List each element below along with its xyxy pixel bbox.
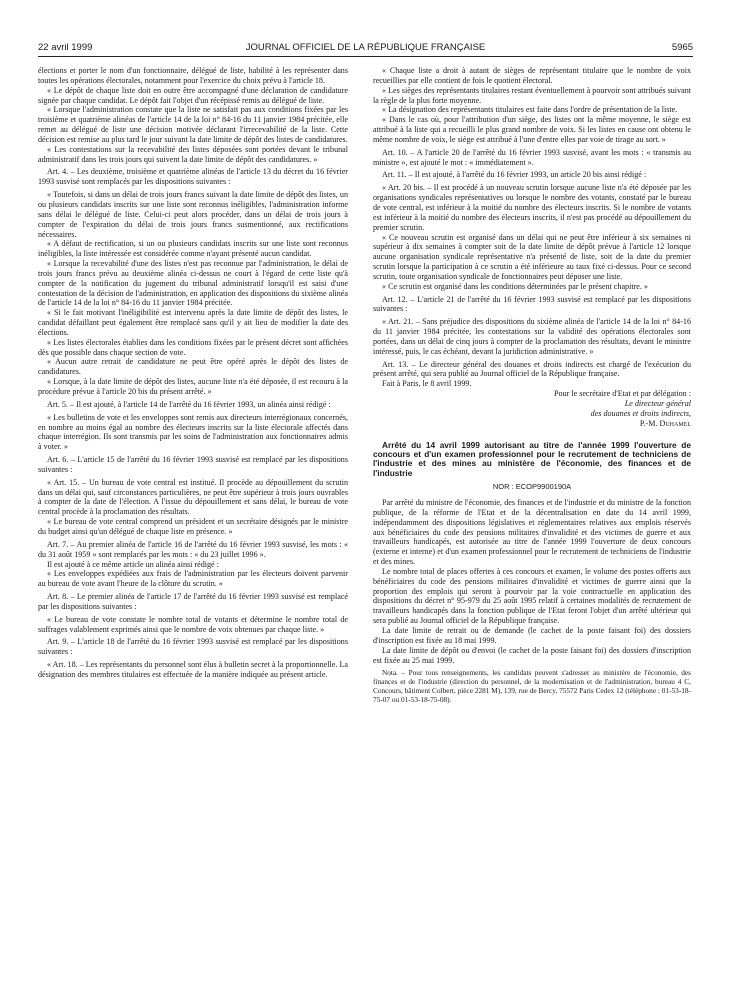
paragraph: Il est ajouté à ce même article un alinéa ainsi rédigé : [47, 559, 219, 569]
paragraph: « A défaut de rectification, si un ou plusieurs candidats inscrits sur une liste sont reconnus inéligibles, la liste intéressée est considérée comme n'ayant présenté aucun candidat. [38, 239, 348, 259]
header-rule [38, 56, 693, 57]
paragraph: « La désignation des représentants titulaires est faite dans l'ordre de présentation de la liste. [382, 105, 678, 115]
header-journal-title: JOURNAL OFFICIEL DE LA RÉPUBLIQUE FRANÇAISE [245, 42, 486, 53]
paragraph: « Art. 20 bis. – Il est procédé à un nouveau scrutin lorsque aucune liste n'a été déposée par les organisations syndicales représentatives ou lorsque le nombre des votants, constaté par le bureau de vote central, est inférieur à la moitié du nombre des électeurs inscrits. Si le nombre de votants est inférieur à la moitié du nombre des électeurs inscrits, il n'est pas procédé au dépouillement du premier scrutin. [373, 183, 691, 232]
paragraph: La date limite de retrait ou de demande (le cachet de la poste faisant foi) des dossiers d'inscription est fixée au 18 mai 1999. [373, 625, 691, 645]
article-paragraph: Art. 5. – Il est ajouté, à l'article 14 de l'arrêté du 16 février 1993, un alinéa ainsi rédigé : [47, 399, 331, 409]
article-paragraph: Art. 11. – Il est ajouté, à l'arrêté du 16 février 1993, un article 20 bis ainsi rédigé : [382, 170, 647, 180]
paragraph: « Ce nouveau scrutin est organisé dans un délai qui ne peut être inférieur à six semaines ni supérieur à dix semaines à compter soit de la date limite de dépôt prévue à l'article 12 lorsque aucune organisation syndicale représentative n'a présenté de liste, soit de la date du premier scrutin lorsque la participation à ce scrutin a été inférieure au taux fixé ci-dessus. Pour ce second scrutin, toute organisation syndicale de fonctionnaires peut déposer une liste. [373, 232, 691, 281]
article-paragraph: Art. 7. – Au premier alinéa de l'article 16 de l'arrêté du 16 février 1993 susvisé, les mots : « du 31 août 1959 » sont remplacés par les mots : « du 23 juillet 1996 ». [38, 539, 348, 559]
paragraph: « Les contestations sur la recevabilité des listes déposées sont portées devant le tribunal administratif dans les trois jours qui suivent la date limite de dépôt des candidatures. » [38, 144, 348, 164]
nor-reference: NOR : ECOP9900190A [492, 482, 572, 492]
article-paragraph: Art. 6. – L'article 15 de l'arrêté du 16 février 1993 susvisé est remplacé par les dispositions suivantes : [38, 455, 348, 474]
right-column [373, 66, 691, 984]
paragraph: La date limite de dépôt ou d'envoi (le cachet de la poste faisant foi) des dossiers d'inscription est fixée au 25 mai 1999. [373, 645, 691, 665]
paragraph: Le nombre total de places offertes à ces concours et examen, le volume des postes offerts aux bénéficiaires du code des pensions militaires d'invalidité et victimes de guerre ainsi que la proportion des emplois qui seront à pourvoir par la voie contractuelle en application des dispositions du décret n° 95-979 du 25 août 1995 relatif à certaines modalités de recrutement de travailleurs handicapés dans la fonction publique de l'Etat feront l'objet d'un arrêté ultérieur qui sera publié au Journal officiel de la République française. [373, 566, 691, 626]
signature-title-1: Le directeur général [624, 399, 691, 408]
paragraph: « Le dépôt de chaque liste doit en outre être accompagné d'une déclaration de candidature signée par chaque candidat. Le dépôt fait l'objet d'un récépissé remis au délégué de liste. [38, 85, 348, 105]
signature-place-date: Fait à Paris, le 8 avril 1999. [382, 379, 472, 389]
paragraph: « Aucun autre retrait de candidature ne peut être opéré après le dépôt des listes de candidatures. [38, 357, 348, 377]
paragraph: « Le bureau de vote central comprend un président et un secrétaire désignés par le ministre du budget ainsi qu'un délégué de chaque liste en présence. » [38, 517, 348, 536]
paragraph: « Lorsque, à la date limite de dépôt des listes, aucune liste n'a été déposée, il est recouru à la procédure prévue à l'article 20 bis du présent arrêté. » [38, 377, 348, 396]
article-paragraph: Art. 13. – Le directeur général des douanes et droits indirects est chargé de l'exécution du présent arrêté, qui sera publié au Journal officiel de la République française. [373, 359, 691, 379]
nota-note: Nota. – Pour tous renseignements, les candidats peuvent s'adresser au ministère de l'économie, des finances et de l'industrie (direction du personnel, de la modernisation et de l'administration, bureau 4 C, Concours, bâtiment Colbert, pièce 2281 M), 139, rue de Bercy, 75572 Paris Cedex 12 (téléphone : 01-53-18-75-07 ou 01-53-18-75-08). [373, 668, 691, 705]
paragraph: « Les listes électorales établies dans les conditions fixées par le présent décret sont affichées dès que possible dans chaque section de vote. [38, 337, 348, 357]
page-header [38, 42, 693, 56]
paragraph: « Toutefois, si dans un délai de trois jours francs suivant la date limite de dépôt des listes, un ou plusieurs candidats inscrits sur une liste sont reconnus inéligibles, l'administration informe sans délai le délégué de liste. Celui-ci peut alors procéder, dans un délai de trois jours à compter de l'expiration du délai de trois jours francs susmentionné, aux rectifications nécessaires. [38, 190, 348, 239]
paragraph: « Ce scrutin est organisé dans les conditions déterminées par le présent chapitre. » [382, 281, 648, 291]
paragraph: élections et porter le nom d'un fonctionnaire, délégué de liste, habilité à les représenter dans toutes les opérations électorales, notamment pour l'exercice du choix prévu à l'article 18. [38, 66, 348, 85]
signature-name: P.-M. Duhamel [639, 418, 691, 428]
paragraph: « Lorsque la recevabilité d'une des listes n'est pas reconnue par l'administration, le délai de trois jours francs prévu au deuxième alinéa ci-dessus ne court à l'égard de cette liste qu'à compter de la notification du jugement du tribunal administratif lorsqu'il est saisi d'une contestation de la décision de l'administration, en application des dispositions du sixième alinéa de l'article 14 de la loi n° 84-16 du 11 janvier 1984 précitée. [38, 259, 348, 308]
signature-delegation: Pour le secrétaire d'Etat et par délégation : [554, 389, 691, 399]
paragraph: « Si le fait motivant l'inéligibilité est intervenu après la date limite de dépôt des listes, le candidat défaillant peut également être remplacé sans qu'il y ait lieu de modifier la date des élections. [38, 308, 348, 337]
paragraph: « Art. 21. – Sans préjudice des dispositions du sixième alinéa de l'article 14 de la loi n° 84-16 du 11 janvier 1984 précitée, les contestations sur la validité des opérations électorales sont portées, dans un délai de cinq jours à compter de la proclamation des résultats, devant le ministre intéressé, puis, le cas échéant, devant la juridiction administrative. » [373, 317, 691, 356]
article-paragraph: Art. 12. – L'article 21 de l'arrêté du 16 février 1993 susvisé est remplacé par les dispositions suivantes : [373, 294, 691, 314]
paragraph: « Les bulletins de vote et les enveloppes sont remis aux directeurs interrégionaux concernés, en nombre au moins égal au nombre des électeurs inscrits sur la liste électorale affectés dans chaque interrégion. Ils sont transmis par les soins de l'administration aux fonctionnaires admis à voter. » [38, 412, 348, 452]
paragraph: « Les enveloppes expédiées aux frais de l'administration par les électeurs doivent parvenir au bureau de vote avant l'heure de la clôture du scrutin. » [38, 569, 348, 589]
paragraph: « Lorsque l'administration constate que la liste ne satisfait pas aux conditions fixées par les troisième et quatrième alinéas de l'article 14 de la loi n° 84-16 du 11 janvier 1984 précitée, elle remet au délégué de liste une décision motivée déclarant l'irrecevabilité de la liste. Cette décision est remise au plus tard le jour suivant la date limite de dépôt des listes de candidatures. [38, 105, 348, 144]
paragraph: Par arrêté du ministre de l'économie, des finances et de l'industrie et du ministre de la fonction publique, de la réforme de l'Etat et de la décentralisation en date du 14 avril 1999, indépendamment des dispositions législatives et réglementaires relatives aux emplois réservés aux bénéficiaires du code des pensions militaires d'invalidité et des victimes de guerre et aux travailleurs handicapés, est autorisée au titre de l'année 1999 l'ouverture de deux concours (externe et interne) et d'un examen professionnel pour le recrutement de techniciens de l'industrie et des mines. [373, 498, 691, 567]
paragraph: « Art. 18. – Les représentants du personnel sont élus à bulletin secret à la proportionnelle. La désignation des membres titulaires est effectuée de la manière indiquée au présent article. [38, 660, 348, 679]
decree-title: Arrêté du 14 avril 1999 autorisant au titre de l'année 1999 l'ouverture de concours et d'un examen professionnel pour le recrutement de techniciens de l'industrie et des mines au ministère de l'économie, des finances et de l'industrie [373, 439, 691, 478]
article-paragraph: Art. 10. – A l'article 20 de l'arrêté du 16 février 1993 susvisé, avant les mots : « transmis au ministre », est ajouté le mot : « immédiatement ». [373, 147, 691, 167]
header-date: 22 avril 1999 [38, 42, 93, 53]
header-page-number: 5965 [671, 42, 693, 53]
paragraph: « Les sièges des représentants titulaires restant éventuellement à pourvoir sont attribués suivant la règle de la plus forte moyenne. [373, 85, 691, 105]
paragraph: « Art. 15. – Un bureau de vote central est institué. Il procède au dépouillement du scrutin dans un délai qui, sauf circonstances particulières, ne peut être supérieur à trois jours ouvrables à compter de la date de l'élection. A l'issue du dépouillement et sans délai, le bureau de vote central procède à la proclamation des résultats. [38, 477, 348, 517]
left-column [38, 66, 348, 984]
signature-title-2: des douanes et droits indirects, [590, 408, 691, 418]
paragraph: « Le bureau de vote constate le nombre total de votants et détermine le nombre total de suffrages valablement exprimés ainsi que le nombre de voix obtenues par chaque liste. » [38, 614, 348, 634]
paragraph: « Dans le cas où, pour l'attribution d'un siège, des listes ont la même moyenne, le siège est attribué à la liste qui a recueilli le plus grand nombre de voix. Si les listes en cause ont obtenu le même nombre de voix, le siège est attribué à l'une d'entre elles par voie de tirage au sort. » [373, 115, 691, 144]
article-paragraph: Art. 4. – Les deuxième, troisième et quatrième alinéas de l'article 13 du décret du 16 février 1993 susvisé sont remplacés par les dispositions suivantes : [38, 167, 348, 187]
article-paragraph: Art. 8. – Le premier alinéa de l'article 17 de l'arrêté du 16 février 1993 susvisé est remplacé par les dispositions suivantes : [38, 592, 348, 611]
paragraph: « Chaque liste a droit à autant de sièges de représentant titulaire que le nombre de voix recueillies par elle contient de fois le quotient électoral. [373, 66, 691, 85]
article-paragraph: Art. 9. – L'article 18 de l'arrêté du 16 février 1993 susvisé est remplacé par les dispositions suivantes : [38, 637, 348, 657]
